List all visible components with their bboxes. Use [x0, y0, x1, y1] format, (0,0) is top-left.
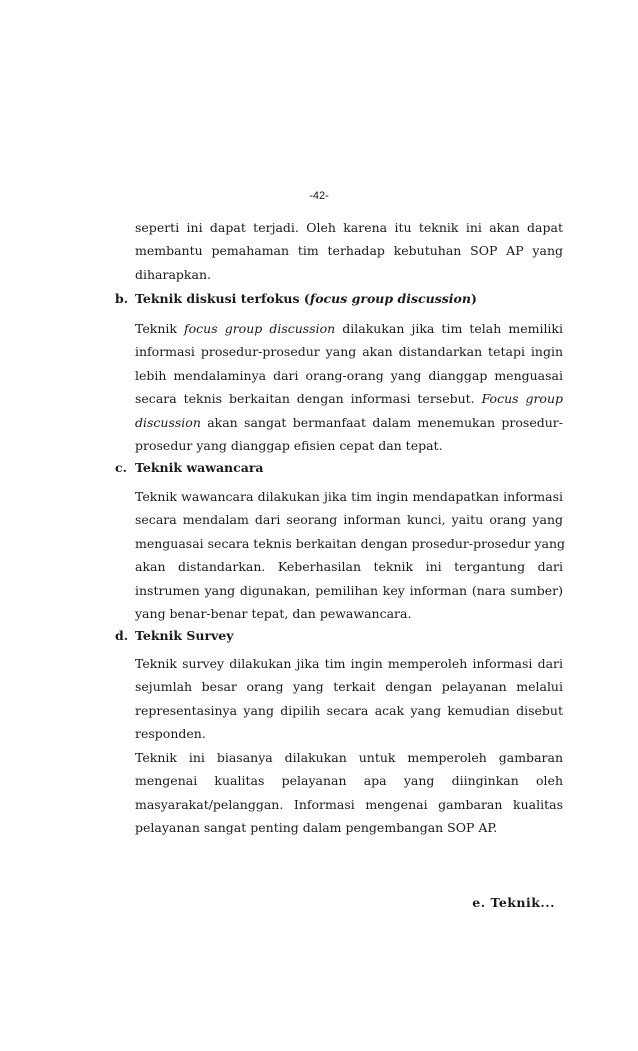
section-c-paragraph: [135, 485, 566, 625]
page-number: -42-: [309, 190, 329, 202]
text-run: akan sangat bermanfaat dalam menemukan prosedur-: [200, 414, 563, 430]
text-line: membantu pemahaman tim terhadap kebutuhan SOP AP yang: [135, 243, 563, 259]
text-line: informasi prosedur-prosedur yang akan distandarkan tetapi ingin: [135, 344, 563, 360]
text-line: Teknik wawancara dilakukan jika tim ingin mendapatkan informasi: [135, 489, 563, 504]
section-d-heading: [115, 628, 234, 643]
text-run-italic: Focus group: [481, 391, 563, 407]
text-run: dilakukan jika tim telah memiliki: [335, 321, 564, 336]
text-line: instrumen yang digunakan, pemilihan key informan (nara sumber): [135, 582, 563, 598]
next-page-hint: e. Teknik...: [472, 895, 555, 910]
text-line: pelayanan sangat penting dalam pengembangan SOP AP.: [135, 820, 498, 836]
text-line: diharapkan.: [135, 266, 211, 282]
text-line: menguasai secara teknis berkaitan dengan prosedur-prosedur yang: [135, 535, 566, 551]
section-b-paragraph: [135, 317, 563, 457]
section-title-italic: focus group discussion: [309, 291, 471, 306]
section-title-end: ): [470, 291, 477, 306]
text-line: representasinya yang dipilih secara acak yang kemudian disebut: [135, 702, 563, 718]
text-run: secara teknis berkaitan dengan informasi tersebut.: [135, 391, 482, 407]
text-line: masyarakat/pelanggan. Informasi mengenai gambaran kualitas: [135, 796, 563, 812]
text-line: responden.: [135, 726, 206, 742]
section-marker: d.: [115, 628, 129, 643]
text-line: akan distandarkan. Keberhasilan teknik ini tergantung dari: [135, 559, 563, 575]
section-d-paragraph-2: [135, 746, 563, 840]
text-line: Teknik ini biasanya dilakukan untuk memperoleh gambaran: [135, 750, 563, 765]
text-line: [135, 411, 563, 434]
text-line: prosedur yang dianggap efisien cepat dan tepat.: [135, 438, 443, 454]
text-line: yang benar-benar tepat, dan pewawancara.: [135, 606, 412, 622]
text-line: secara mendalam dari seorang informan kunci, yaitu orang yang: [135, 512, 563, 528]
section-title: Teknik Survey: [135, 628, 234, 643]
section-title: Teknik diskusi terfokus (: [135, 291, 310, 306]
section-marker: c.: [115, 460, 127, 475]
intro-paragraph: [135, 216, 563, 286]
section-marker: b.: [115, 291, 129, 306]
text-line: sejumlah besar orang yang terkait dengan pelayanan melalui: [135, 679, 563, 695]
text-line: seperti ini dapat terjadi. Oleh karena itu teknik ini akan dapat: [135, 220, 563, 235]
text-line: [135, 317, 563, 340]
text-line: Teknik survey dilakukan jika tim ingin memperoleh informasi dari: [135, 656, 563, 671]
text-run-italic: discussion: [135, 414, 201, 430]
section-d-paragraph-1: [135, 652, 563, 746]
text-line: mengenai kualitas pelayanan apa yang diinginkan oleh: [135, 773, 563, 789]
text-run-italic: focus group discussion: [184, 321, 336, 336]
section-b-heading: [115, 291, 477, 306]
section-title: Teknik wawancara: [135, 460, 264, 475]
text-line: [135, 387, 563, 410]
text-line: lebih mendalaminya dari orang-orang yang dianggap menguasai: [135, 367, 563, 383]
section-c-heading: [115, 460, 264, 475]
text-run: Teknik: [135, 321, 185, 336]
